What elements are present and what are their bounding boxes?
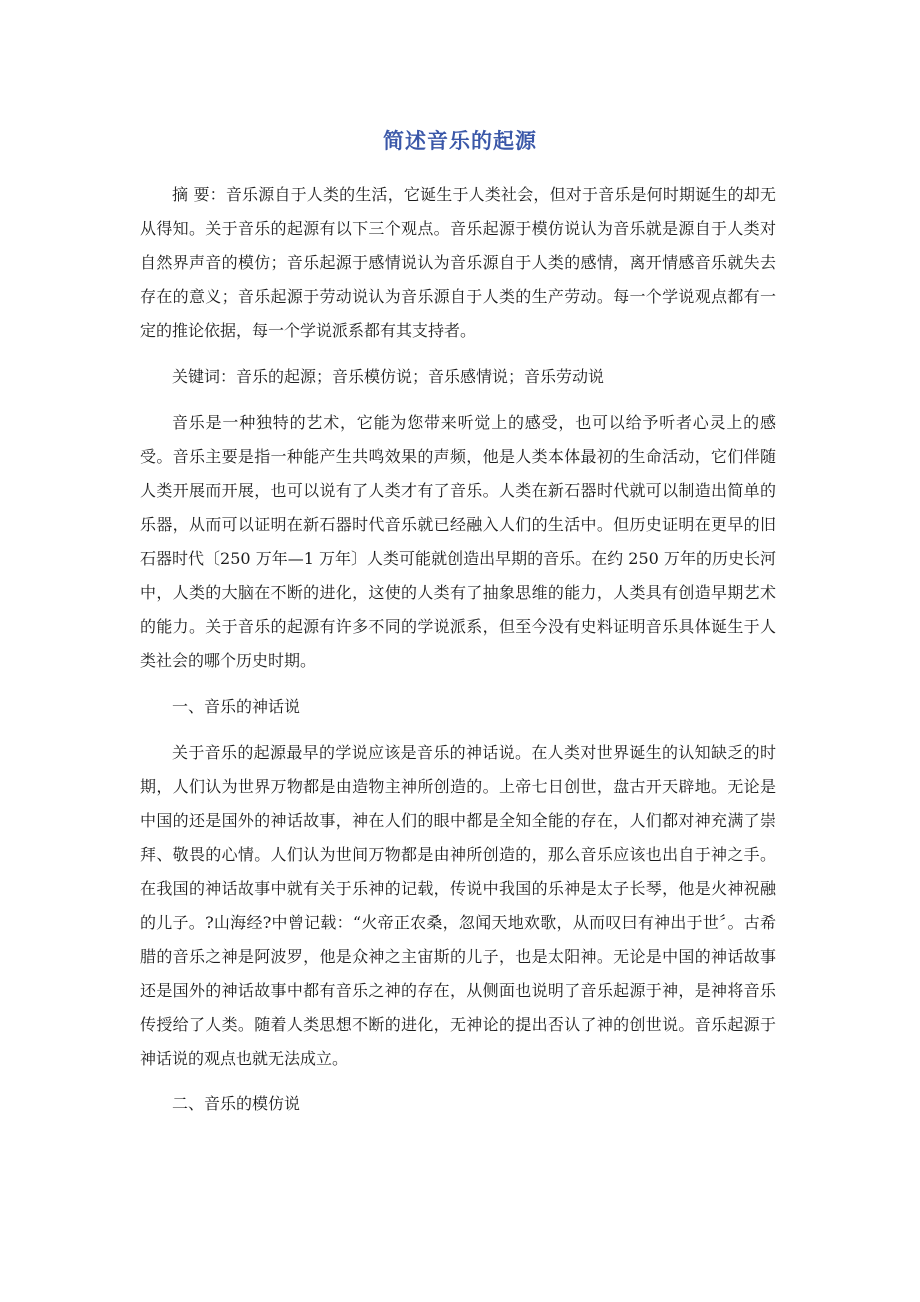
section-1-paragraph: 关于音乐的起源最早的学说应该是音乐的神话说。在人类对世界诞生的认知缺乏的时期，人们认为世界万物都是由造物主神所创造的。上帝七日创世，盘古开天辟地。无论是中国的还是国外的神话故事，神在人们的眼中都是全知全能的存在，人们都对神充满了崇拜、敬畏的心情。人们认为世间万物都是由神所创造的，那么音乐应该也出自于神之手。在我国的神话故事中就有关于乐神的记载，传说中我国的乐神是太子长琴，他是火神祝融的儿子。?山海经?中曾记载：“火帝正农桑，忽闻天地欢歌，从而叹曰有神出于世〞。古希腊的音乐之神是阿波罗，他是众神之主宙斯的儿子，也是太阳神。无论是中国的神话故事还是国外的神话故事中都有音乐之神的存在，从侧面也说明了音乐起源于神，是神将音乐传授给了人类。随着人类思想不断的进化，无神论的提出否认了神的创世说。音乐起源于神话说的观点也就无法成立。 bbox=[140, 743, 776, 1068]
section-1-heading-block bbox=[140, 690, 776, 724]
section-1-heading: 一、音乐的神话说 bbox=[172, 697, 301, 716]
keywords-paragraph: 关键词：音乐的起源；音乐模仿说；音乐感情说；音乐劳动说 bbox=[172, 367, 605, 386]
section-2-heading-block bbox=[140, 1087, 776, 1121]
intro-paragraph: 音乐是一种独特的艺术，它能为您带来听觉上的感受，也可以给予听者心灵上的感受。音乐主要是指一种能产生共鸣效果的声频，他是人类本体最初的生命活动，它们伴随人类开展而开展，也可以说有了人类才有了音乐。人类在新石器时代就可以制造出简单的乐器，从而可以证明在新石器时代音乐就已经融入人们的生活中。但历史证明在更早的旧石器时代〔250 万年—1 万年〕人类可能就创造出早期的音乐。在约 250 万年的历史长河中，人类的大脑在不断的进化，这使的人类有了抽象思维的能力，人类具有创造早期艺术的能力。关于音乐的起源有许多不同的学说派系，但至今没有史料证明音乐具体诞生于人类社会的哪个历史时期。 bbox=[140, 413, 776, 670]
document-title: 简述音乐的起源 bbox=[383, 129, 537, 153]
abstract-paragraph: 摘 要：音乐源自于人类的生活，它诞生于人类社会，但对于音乐是何时期诞生的却无从得知。关于音乐的起源有以下三个观点。音乐起源于模仿说认为音乐就是源自于人类对自然界声音的模仿；音乐起源于感情说认为音乐源自于人类的感情，离开情感音乐就失去存在的意义；音乐起源于劳动说认为音乐源自于人类的生产劳动。每一个学说观点都有一定的推论依据，每一个学说派系都有其支持者。 bbox=[140, 185, 776, 340]
section-2-heading: 二、音乐的模仿说 bbox=[172, 1094, 301, 1113]
keywords-block bbox=[140, 360, 776, 394]
abstract-block bbox=[140, 178, 776, 348]
intro-block bbox=[140, 406, 776, 678]
section-1-body-block bbox=[140, 736, 776, 1076]
